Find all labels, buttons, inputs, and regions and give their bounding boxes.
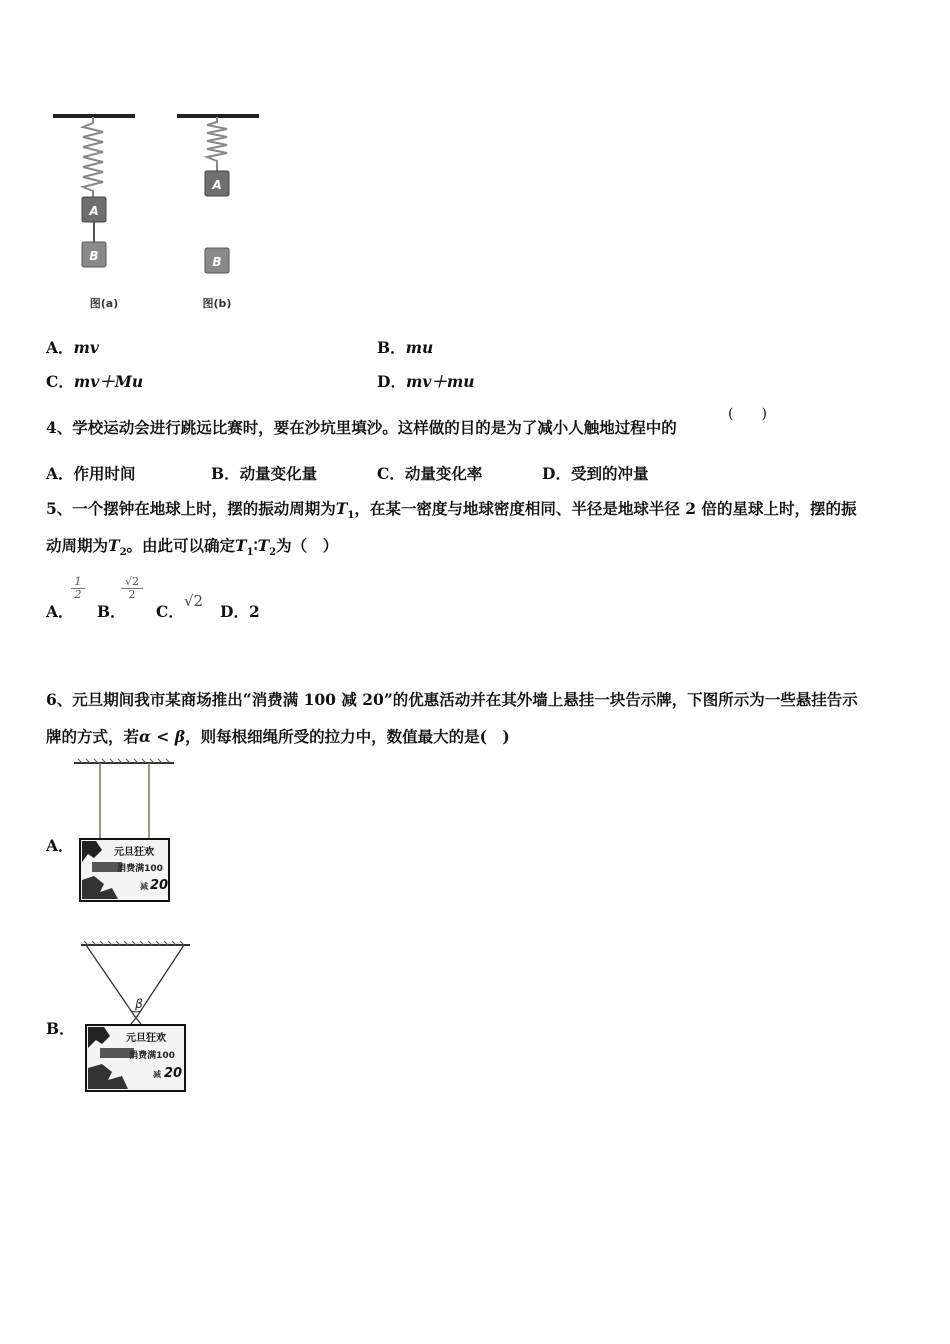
block-a-label-b: A: [212, 178, 222, 192]
option-letter: A．: [46, 338, 74, 357]
option-letter: B．: [211, 464, 240, 483]
q4-stem: 4、学校运动会进行跳远比赛时，要在沙坑里填沙。这样做的目的是为了减小人触地过程中的: [46, 418, 677, 437]
sign-amount: 20: [149, 878, 169, 893]
q6-stem-line2: 牌的方式，若α < β，则每根细绳所受的拉力中，数值最大的是( ): [46, 727, 510, 746]
q5-stem-line1: 5、一个摆钟在地球上时，摆的振动周期为$T_1$，在某一密度与地球密度相同、半径是地球半径 2 倍的星球上时，摆的振: [46, 499, 857, 522]
option-text: mv＋mu: [405, 372, 475, 391]
q5-option-c-letter[interactable]: C．: [156, 602, 184, 621]
option-letter: C．: [377, 464, 405, 483]
q5-option-a-letter[interactable]: A．: [46, 602, 74, 621]
q4-option-a[interactable]: [46, 462, 136, 484]
q6-stem-line1: 6、元旦期间我市某商场推出“消费满 100 减 20”的优惠活动并在其外墙上悬挂一块告示牌，下图所示为一些悬挂告示: [46, 690, 858, 709]
sign-minus: 减: [153, 1070, 161, 1079]
sign-amount: 20: [163, 1066, 183, 1081]
q6-option-b-figure: [78, 940, 193, 1096]
option-text: mv: [73, 338, 99, 357]
q4-option-d[interactable]: [542, 462, 648, 484]
sign-discount: 消费满100: [129, 1051, 175, 1061]
caption-b: 图(b): [202, 297, 232, 310]
option-letter: B．: [377, 338, 406, 357]
block-b-label: B: [89, 249, 99, 263]
q5-stem-line2: 动周期为$T_2$。由此可以确定$T_1∶T_2$为（ ）: [46, 536, 339, 559]
sign-discount: 消费满100: [117, 864, 163, 874]
rope-left: [86, 945, 136, 1018]
q4-option-b[interactable]: [211, 462, 317, 484]
spring-b: [207, 117, 227, 171]
sign-minus: 减: [140, 882, 148, 891]
q4-answer-paren: ( ): [728, 406, 767, 422]
option-text: mu: [405, 338, 434, 357]
option-letter: C．: [46, 372, 74, 391]
spring-blocks-figure: [45, 105, 275, 320]
q3-option-c[interactable]: [46, 370, 143, 392]
q6-option-a-letter[interactable]: A．: [46, 836, 74, 855]
sign-title: 元旦狂欢: [114, 847, 154, 858]
option-letter: A．: [46, 464, 74, 483]
option-letter: D．: [542, 464, 571, 483]
rope-right: [136, 945, 184, 1018]
option-text: 动量变化率: [404, 464, 483, 483]
q3-option-d[interactable]: [377, 370, 475, 392]
q5-option-d[interactable]: [220, 600, 260, 622]
block-b-label-b: B: [212, 255, 222, 269]
sign-title: 元旦狂欢: [126, 1033, 166, 1044]
q6-option-b-letter[interactable]: B．: [46, 1019, 75, 1038]
q3-option-a[interactable]: [46, 336, 99, 358]
option-text: 动量变化量: [239, 464, 318, 483]
option-text: mv＋Mu: [73, 372, 144, 391]
q5-option-c-value: √2: [184, 592, 204, 610]
caption-a: 图(a): [89, 297, 119, 310]
q5-option-b-letter[interactable]: B．: [97, 602, 126, 621]
option-text: 2: [248, 602, 260, 621]
block-a-label: A: [89, 204, 99, 218]
option-text: 作用时间: [73, 464, 136, 483]
option-text: 受到的冲量: [570, 464, 649, 483]
q5-option-a-fraction: 1 2: [71, 576, 85, 601]
q5-option-b-fraction: √2 2: [121, 576, 143, 601]
beta-label: β: [135, 997, 143, 1011]
q4-option-c[interactable]: [377, 462, 482, 484]
q3-option-b[interactable]: [377, 336, 433, 358]
option-letter: D．: [220, 602, 249, 621]
option-letter: D．: [377, 372, 406, 391]
q6-option-a-figure: [72, 758, 177, 906]
spring-a: [83, 117, 103, 197]
